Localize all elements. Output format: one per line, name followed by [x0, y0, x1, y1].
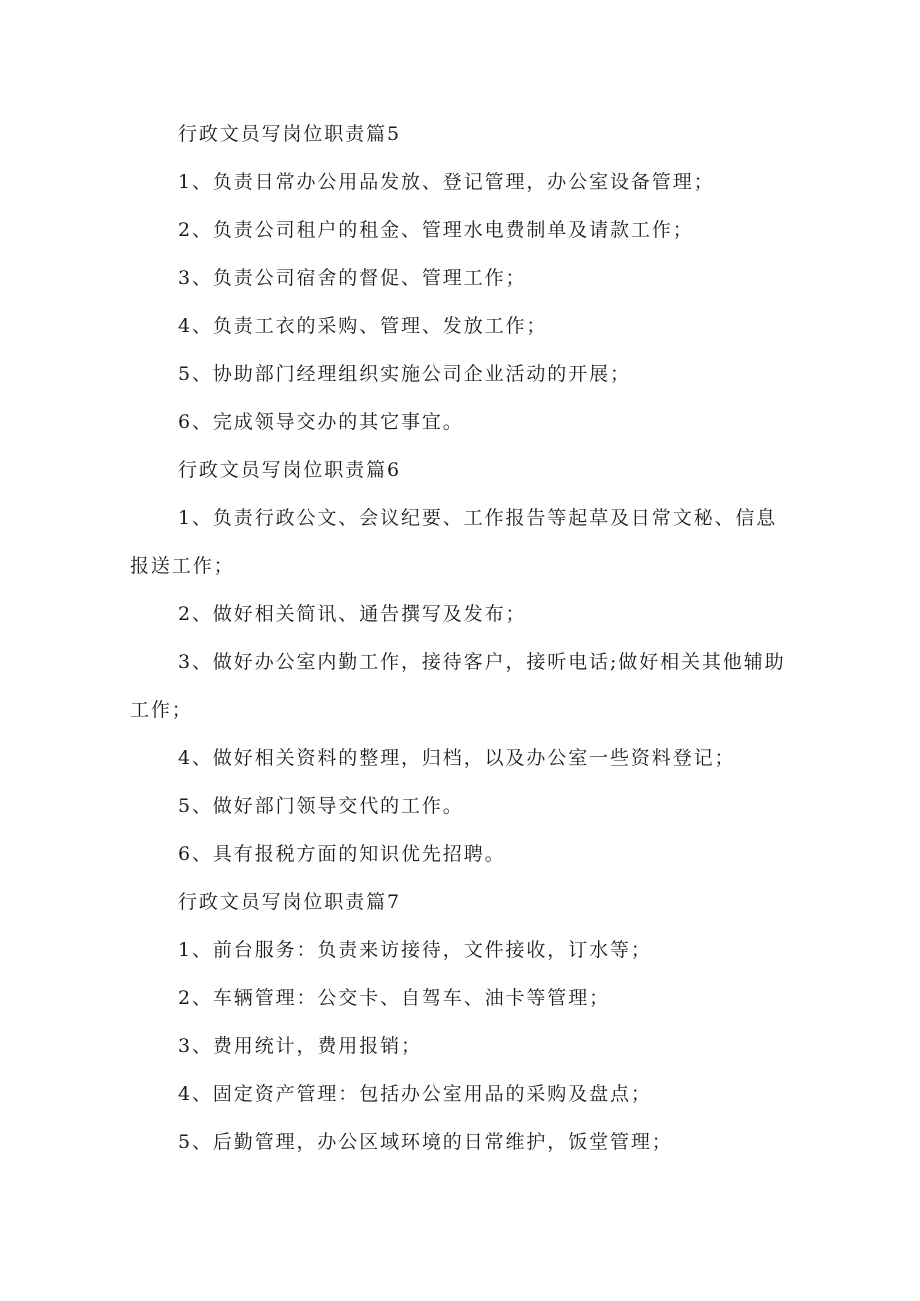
- section-title: 行政文员写岗位职责篇7: [178, 891, 401, 913]
- list-item: 3、负责公司宿舍的督促、管理工作；: [178, 267, 527, 289]
- list-item: 1、负责行政公文、会议纪要、工作报告等起草及日常文秘、信息报送工作；: [130, 507, 778, 577]
- list-item: 4、固定资产管理：包括办公室用品的采购及盘点；: [178, 1083, 652, 1105]
- list-item: 4、负责工衣的采购、管理、发放工作；: [178, 315, 548, 337]
- list-item: 1、前台服务：负责来访接待，文件接收，订水等；: [178, 939, 652, 961]
- list-item: 2、负责公司租户的租金、管理水电费制单及请款工作；: [178, 219, 694, 241]
- list-item: 5、协助部门经理组织实施公司企业活动的开展；: [178, 363, 631, 385]
- list-item: 4、做好相关资料的整理，归档，以及办公室一些资料登记；: [178, 747, 736, 769]
- document-body: [130, 110, 790, 1166]
- list-item: 2、车辆管理：公交卡、自驾车、油卡等管理；: [178, 987, 610, 1009]
- list-item: 5、后勤管理，办公区域环境的日常维护，饭堂管理；: [178, 1131, 673, 1153]
- section-title: 行政文员写岗位职责篇6: [178, 459, 401, 481]
- list-item: 6、完成领导交办的其它事宜。: [178, 411, 464, 433]
- list-item: 1、负责日常办公用品发放、登记管理，办公室设备管理；: [178, 171, 715, 193]
- list-item: 3、费用统计，费用报销；: [178, 1035, 422, 1057]
- list-item: 3、做好办公室内勤工作，接待客户，接听电话;做好相关其他辅助工作；: [130, 651, 786, 721]
- list-item: 6、具有报税方面的知识优先招聘。: [178, 843, 506, 865]
- list-item: 2、做好相关简讯、通告撰写及发布；: [178, 603, 527, 625]
- section-title: 行政文员写岗位职责篇5: [178, 123, 401, 145]
- list-item: 5、做好部门领导交代的工作。: [178, 795, 464, 817]
